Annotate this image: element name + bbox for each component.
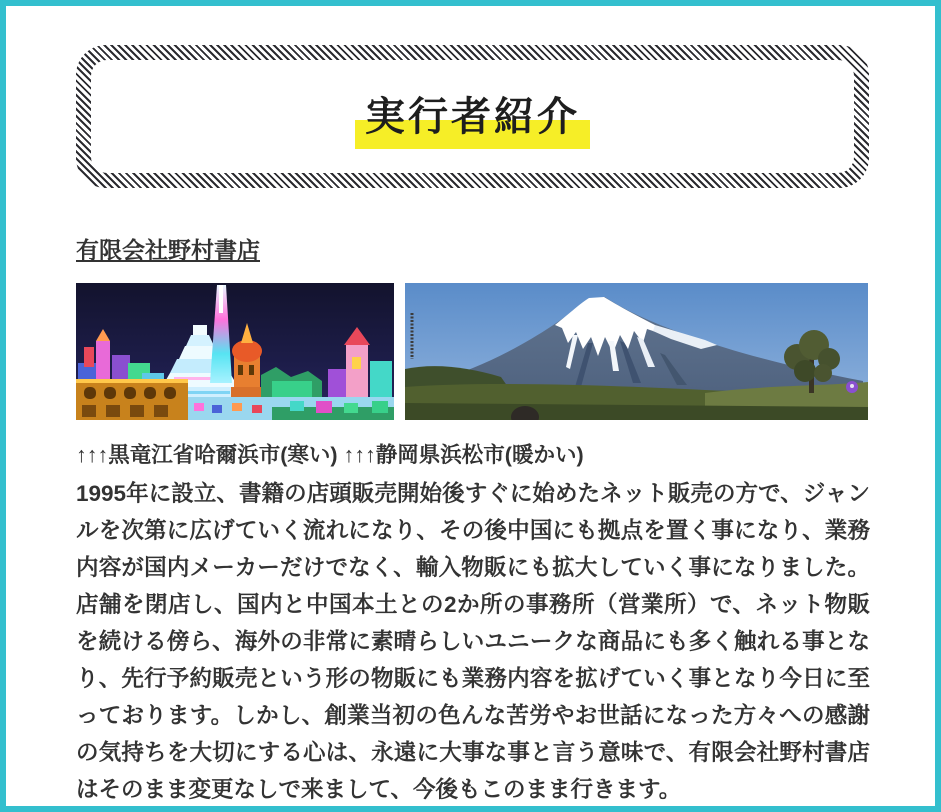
page-title: 実行者紹介: [355, 95, 590, 149]
harbin-ice-festival-photo: [76, 283, 394, 420]
section-title-box-inner: [91, 60, 854, 173]
images-row: [76, 283, 870, 420]
body-paragraph: 1995年に設立、書籍の店頭販売開始後すぐに始めたネット販売の方で、ジャンルを次第に広げていく流れになり、その後中国にも拠点を置く事になり、業務内容が国内メーカーだけでなく、輸入物販にも拡大していく事になりました。店舗を閉店し、国内と中国本土との2か所の事務所（営業所）で、ネット物販を続ける傍ら、海外の非常に素晴らしいユニークな商品にも多く触れる事となり、先行予約販売という形の物販にも業務内容を拡げていく事となり今日に至っております。しかし、創業当初の色んな苦労やお世話になった方々への感謝の気持ちを大切にする心は、永遠に大事な事と言う意味で、有限会社野村書店はそのまま変更なしで来まして、今後もこのまま行きます。: [76, 481, 870, 802]
company-heading: 有限会社野村書店: [76, 237, 260, 263]
mount-fuji-illustration: [405, 283, 868, 420]
harbin-ice-festival-illustration: [76, 283, 394, 420]
content-area: [76, 45, 870, 808]
image-caption: ↑↑↑黒竜江省哈爾浜市(寒い) ↑↑↑静岡県浜松市(暖かい): [76, 443, 584, 467]
section-title-box: [76, 45, 869, 188]
mount-fuji-photo: [405, 283, 868, 420]
